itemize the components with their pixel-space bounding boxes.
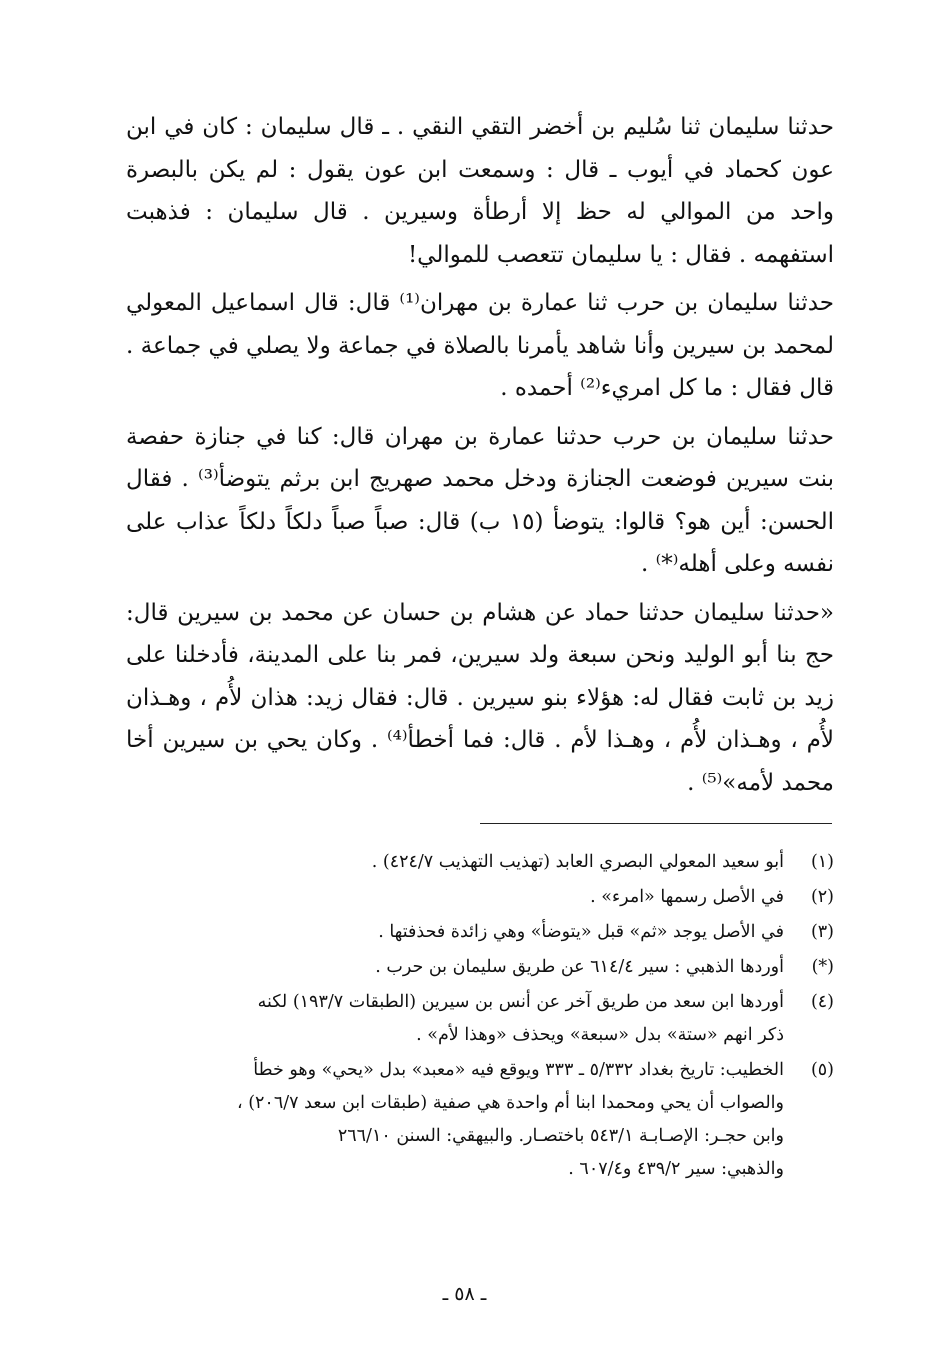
- paragraph-4: «حدثنا سليمان حدثنا حماد عن هشام بن حسان عن محمد بن سيرين قال: حج بنا أبو الوليد ونحن سبعة ولد سيرين، فمر بنا على المدينة، فأدخلنا على زيد بن ثابت فقال له: هؤلاء بنو سيرين . قال: فقال زيد: هذان لأُم ، وهـذان لأُم ، وهـذان لأُم ، وهـذا لأم . قال: فما أخطأ⁽⁴⁾ . وكان يحي بن سيرين أخا محمد لأمه»⁽⁵⁾ .: [126, 599, 834, 796]
- footnotes-section: [126, 846, 834, 1188]
- footnote-marker: (١): [810, 852, 834, 872]
- footnote-text-line: الخطيب: تاريخ بغداد ٥/٣٣٢ ـ ٣٣٣ ويوقع فيه «معبد» بدل «يحي» وهو خطأ: [253, 1060, 784, 1080]
- footnote-3: [126, 916, 834, 949]
- paragraph-3: حدثنا سليمان بن حرب حدثنا عمارة بن مهران قال: كنا في جنازة حفصة بنت سيرين فوضعت الجنازة ودخل محمد صهريج ابن برثم يتوضأ⁽³⁾ . فقال الحسن: أين هو؟ قالوا: يتوضأ (١٥ ب) قال: صباً صباً دلكاً دلكاً عذاب على نفسه وعلى أهله⁽*⁾ .: [126, 423, 834, 577]
- paragraph-1: حدثنا سليمان ثنا سُليم بن أخضر التقي النقي . ـ قال سليمان : كان في ابن عون كحماد في أيوب ـ قال : وسمعت ابن عون يقول : لم يكن بالبصرة واحد من الموالي له حظ إلا أرطأة وسيرين . قال سليمان : فذهبت استفهمه . فقال : يا سليمان تتعصب للموالي!: [126, 114, 834, 268]
- footnote-marker: (٥): [810, 1060, 834, 1080]
- main-text: [126, 106, 834, 810]
- footnote-5: [126, 1054, 834, 1186]
- footnote-text-line: والذهبي: سير ٤٣٩/٢ و٦٠٧/٤ .: [568, 1159, 784, 1179]
- footnote-4: [126, 986, 834, 1052]
- page-number: ـ ٥٨ ـ: [442, 1283, 487, 1305]
- footnote-marker: (*): [811, 957, 834, 977]
- footnote-text-line: والصواب أن يحي ومحمدا ابنا أم واحدة هي صفية (طبقات ابن سعد ٢٠٦/٧) ،: [236, 1093, 784, 1113]
- footnote-text: أبو سعيد المعولي البصري العابد (تهذيب التهذيب ٤٢٤/٧) .: [371, 852, 784, 872]
- footnote-1: [126, 846, 834, 879]
- footnote-text-line: أوردها ابن سعد من طريق آخر عن أنس بن سيرين (الطبقات ١٩٣/٧) لكنه: [257, 992, 784, 1012]
- footnote-2: [126, 881, 834, 914]
- paragraph-2: حدثنا سليمان بن حرب ثنا عمارة بن مهران⁽¹⁾ قال: قال اسماعيل المعولي لمحمد بن سيرين وأنا شاهد يأمرنا بالصلاة في جماعة ولا يصلي في جماعة . قال فقال : ما كل امريء⁽²⁾ أحمده .: [126, 290, 835, 401]
- footnote-separator: [480, 823, 832, 824]
- footnote-text-line: ذكر انهم «ستة» بدل «سبعة» ويحذف «وهذا لأم» .: [416, 1025, 784, 1045]
- footnote-marker: (٤): [810, 992, 834, 1012]
- footnote-text: أوردها الذهبي : سير ٦١٤/٤ عن طريق سليمان بن حرب .: [375, 957, 784, 977]
- footnote-marker: (٢): [810, 887, 834, 907]
- footnote-text-line: وابن حجـر: الإصـابـة ٥٤٣/١ باختصـار. والبيهقي: السنن ٢٦٦/١٠: [337, 1126, 784, 1146]
- footnote-text: في الأصل رسمها «امرء» .: [590, 887, 784, 907]
- footnote-star: [126, 951, 834, 984]
- footnote-text: في الأصل يوجد «ثم» قبل «يتوضأ» وهي زائدة فحذفتها .: [378, 922, 784, 942]
- footnote-marker: (٣): [810, 922, 834, 942]
